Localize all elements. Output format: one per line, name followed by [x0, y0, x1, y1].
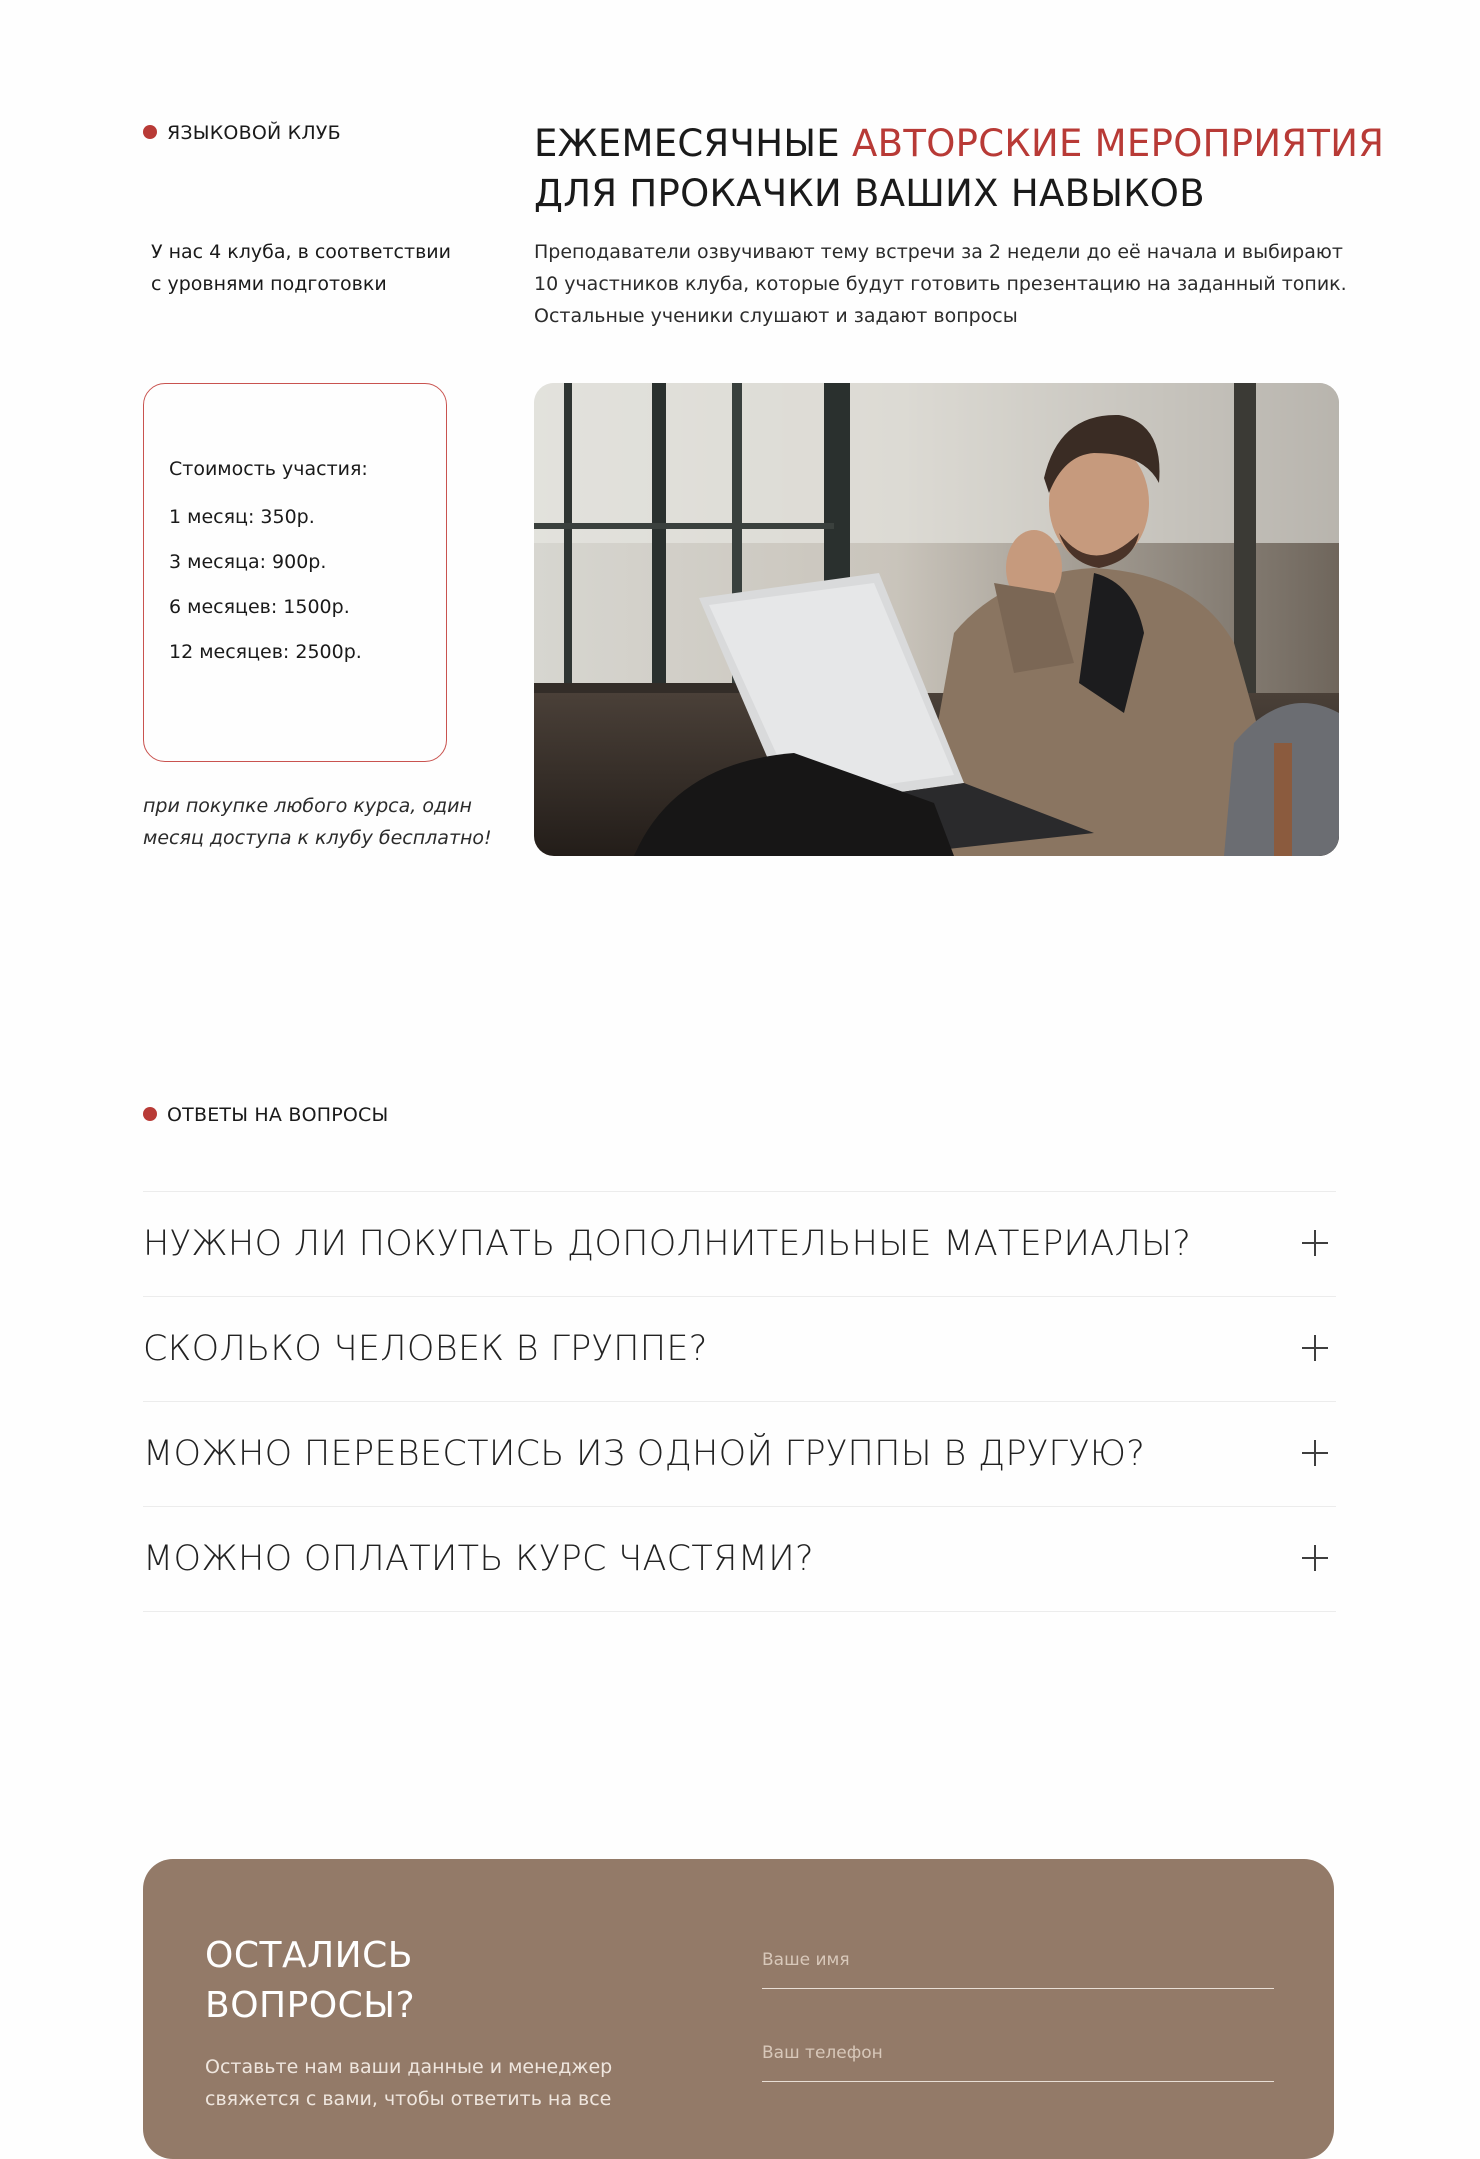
faq-question: МОЖНО ОПЛАТИТЬ КУРС ЧАСТЯМИ? — [143, 1539, 814, 1579]
price-row: 3 месяца: 900р. — [169, 551, 327, 573]
price-row: 12 месяцев: 2500р. — [169, 641, 362, 663]
faq-question: НУЖНО ЛИ ПОКУПАТЬ ДОПОЛНИТЕЛЬНЫЕ МАТЕРИАЛЫ? — [143, 1224, 1192, 1264]
free-month-note: при покупке любого курса, один месяц доступа к клубу бесплатно! — [143, 795, 492, 849]
faq-item[interactable] — [143, 1296, 1336, 1401]
faq-item[interactable] — [143, 1191, 1336, 1296]
plus-icon[interactable] — [1302, 1440, 1328, 1466]
faq-item[interactable] — [143, 1401, 1336, 1506]
clubs-count-text: У нас 4 клуба, в соответствии с уровнями подготовки — [151, 241, 451, 295]
faq-list — [143, 1191, 1336, 1612]
plus-icon[interactable] — [1302, 1230, 1328, 1256]
faq-section-tag: ОТВЕТЫ НА ВОПРОСЫ — [143, 1104, 388, 1126]
contact-title: ОСТАЛИСЬ ВОПРОСЫ? — [205, 1935, 416, 2026]
price-row: 6 месяцев: 1500р. — [169, 596, 350, 618]
price-card — [143, 383, 447, 762]
plus-icon[interactable] — [1302, 1545, 1328, 1571]
man-with-laptop-image — [534, 383, 1339, 856]
name-field — [762, 1950, 1274, 1989]
red-dot-icon — [143, 125, 157, 139]
plus-icon[interactable] — [1302, 1335, 1328, 1361]
faq-question: МОЖНО ПЕРЕВЕСТИСЬ ИЗ ОДНОЙ ГРУППЫ В ДРУГУЮ? — [143, 1434, 1146, 1474]
club-section-tag: ЯЗЫКОВОЙ КЛУБ — [143, 122, 341, 144]
contact-form-block — [143, 1859, 1334, 2159]
headline-accent: АВТОРСКИЕ МЕРОПРИЯТИЯ — [852, 122, 1385, 165]
faq-item[interactable] — [143, 1506, 1336, 1612]
contact-text: Оставьте нам ваши данные и менеджер свяжется с вами, чтобы ответить на все — [205, 2056, 613, 2110]
price-title: Стоимость участия: — [169, 458, 368, 480]
club-headline: ЕЖЕМЕСЯЧНЫЕ АВТОРСКИЕ МЕРОПРИЯТИЯ ДЛЯ ПРОКАЧКИ ВАШИХ НАВЫКОВ — [534, 122, 1385, 215]
name-input[interactable] — [762, 1950, 1274, 1970]
club-description: Преподаватели озвучивают тему встречи за 2 недели до её начала и выбирают 10 участников клуба, которые будут готовить презентацию на заданный топик. Остальные ученики слушают и задают вопросы — [534, 241, 1347, 327]
phone-input[interactable] — [762, 2043, 1274, 2063]
club-photo — [534, 383, 1339, 856]
faq-question: СКОЛЬКО ЧЕЛОВЕК В ГРУППЕ? — [143, 1329, 708, 1369]
phone-field — [762, 2043, 1274, 2082]
red-dot-icon — [143, 1107, 157, 1121]
price-row: 1 месяц: 350р. — [169, 506, 315, 528]
